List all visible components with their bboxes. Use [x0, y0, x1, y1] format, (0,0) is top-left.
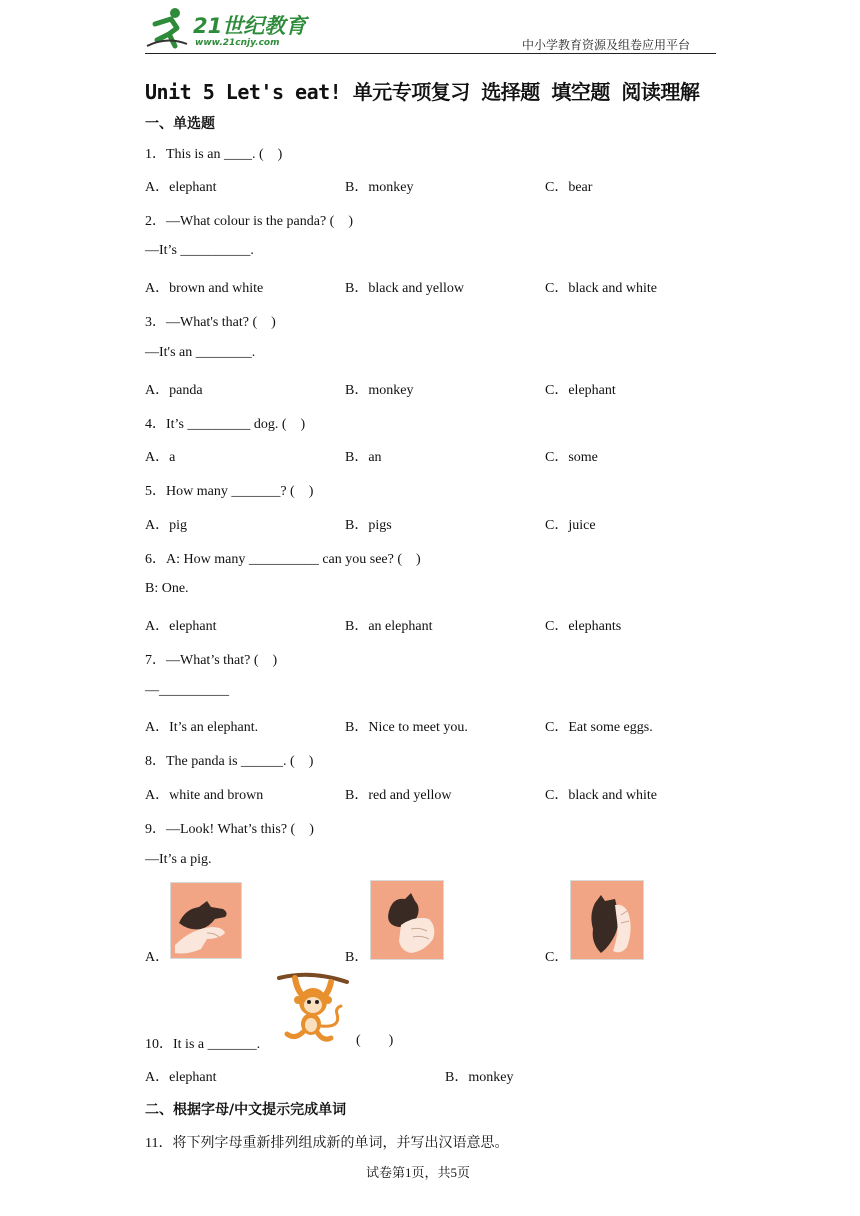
- question-5-option-c[interactable]: C．juice: [545, 518, 596, 533]
- question-3-option-b[interactable]: B．monkey: [345, 383, 414, 398]
- question-2-option-b[interactable]: B．black and yellow: [345, 281, 464, 296]
- page-title: Unit 5 Let's eat! 单元专项复习 选择题 填空题 阅读理解: [145, 80, 700, 104]
- question-4-stem: 4．It’s _________ dog. ( ): [145, 417, 306, 432]
- question-7-option-b[interactable]: B．Nice to meet you.: [345, 720, 468, 735]
- question-6-option-b[interactable]: B．an elephant: [345, 619, 433, 634]
- question-6-stem: 6．A: How many __________ can you see? ( ): [145, 552, 421, 567]
- question-1-option-c[interactable]: C．bear: [545, 180, 593, 195]
- question-6-line2: B: One.: [145, 581, 189, 596]
- logo-brand-text: 21世纪教育: [193, 14, 307, 38]
- monkey-image: [275, 968, 349, 1046]
- question-6-option-c[interactable]: C．elephants: [545, 619, 622, 634]
- question-8-option-a[interactable]: A．white and brown: [145, 788, 264, 803]
- question-2-option-c[interactable]: C．black and white: [545, 281, 657, 296]
- runner-logo-icon: [145, 6, 189, 50]
- shadow-puppet-bird-image[interactable]: [570, 880, 644, 960]
- question-10-paren: ( ): [356, 1033, 394, 1048]
- question-3-stem: 3．—What's that? ( ): [145, 315, 276, 330]
- question-1-stem: 1．This is an ____. ( ): [145, 147, 283, 162]
- section-heading-1: 一、单选题: [145, 116, 215, 132]
- logo-url-text: www.21cnjy.com: [195, 38, 280, 48]
- question-2-line2: —It’s __________.: [145, 243, 254, 258]
- question-1-option-b[interactable]: B．monkey: [345, 180, 414, 195]
- question-4-option-a[interactable]: A．a: [145, 450, 176, 465]
- section-heading-2: 二、根据字母/中文提示完成单词: [145, 1102, 347, 1118]
- question-7-option-c[interactable]: C．Eat some eggs.: [545, 720, 653, 735]
- shadow-puppet-dog-image[interactable]: [170, 882, 242, 959]
- page-footer: 试卷第1页，共5页: [366, 1165, 471, 1180]
- shadow-puppet-pig-image[interactable]: [370, 880, 444, 960]
- question-9-line2: —It’s a pig.: [145, 852, 212, 867]
- header-logo: [145, 6, 315, 52]
- question-9-option-c[interactable]: C．: [545, 950, 569, 965]
- question-10-option-a[interactable]: A．elephant: [145, 1070, 217, 1085]
- question-2-option-a[interactable]: A．brown and white: [145, 281, 264, 296]
- question-5-stem: 5．How many _______? ( ): [145, 484, 314, 499]
- question-5-option-a[interactable]: A．pig: [145, 518, 187, 533]
- question-4-option-b[interactable]: B．an: [345, 450, 382, 465]
- question-9-stem: 9．—Look! What’s this? ( ): [145, 822, 314, 837]
- question-6-option-a[interactable]: A．elephant: [145, 619, 217, 634]
- question-3-option-a[interactable]: A．panda: [145, 383, 203, 398]
- header-divider: [145, 53, 716, 54]
- question-8-stem: 8．The panda is ______. ( ): [145, 754, 314, 769]
- question-9-option-b[interactable]: B．: [345, 950, 369, 965]
- question-7-line2: —__________: [145, 683, 229, 698]
- dog-shadow-icon: [171, 883, 241, 958]
- question-4-option-c[interactable]: C．some: [545, 450, 598, 465]
- monkey-icon: [275, 968, 349, 1046]
- question-10-option-b[interactable]: B．monkey: [445, 1070, 514, 1085]
- question-7-option-a[interactable]: A．It’s an elephant.: [145, 720, 259, 735]
- question-3-option-c[interactable]: C．elephant: [545, 383, 616, 398]
- bird-shadow-icon: [571, 881, 643, 959]
- question-9-option-a[interactable]: A．: [145, 950, 170, 965]
- question-1-option-a[interactable]: A．elephant: [145, 180, 217, 195]
- question-7-stem: 7．—What’s that? ( ): [145, 653, 278, 668]
- question-3-line2: —It's an ________.: [145, 345, 256, 360]
- question-10-stem: 10．It is a _______.: [145, 1037, 261, 1052]
- question-2-stem: 2．—What colour is the panda? ( ): [145, 214, 353, 229]
- pig-shadow-icon: [371, 881, 443, 959]
- question-5-option-b[interactable]: B．pigs: [345, 518, 392, 533]
- question-8-option-c[interactable]: C．black and white: [545, 788, 657, 803]
- question-11-stem: 11．将下列字母重新排列组成新的单词，并写出汉语意思。: [145, 1136, 509, 1151]
- question-8-option-b[interactable]: B．red and yellow: [345, 788, 452, 803]
- platform-name: 中小学教育资源及组卷应用平台: [522, 38, 691, 52]
